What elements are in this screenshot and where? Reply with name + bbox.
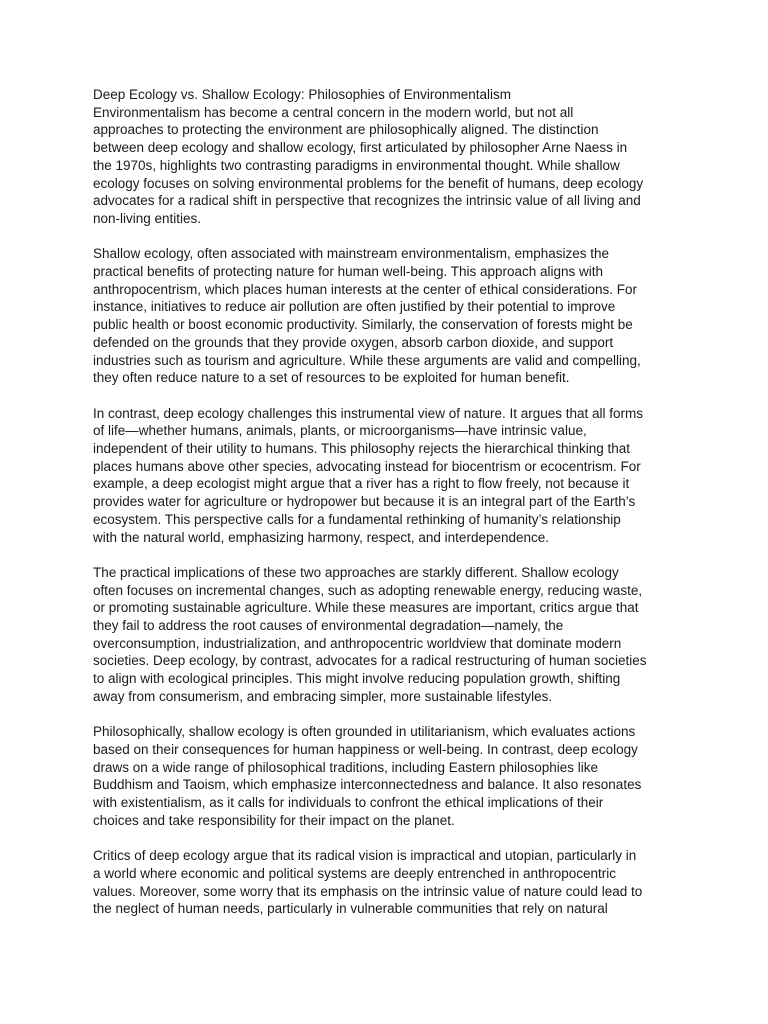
paragraph-intro: Environmentalism has become a central concern in the modern world, but not all approaches to protecting the environment are philosophically aligned. The distinction between deep ecology and shallow ecology, first articulated by philosopher Arne Naess in the 1970s, highlights two contrasting paradigms in environmental thought. While shallow ecology focuses on solving environmental problems for the benefit of humans, deep ecology advocates for a radical shift in perspective that recognizes the intrinsic value of all living and non-living entities. bbox=[93, 104, 644, 226]
paragraph-philosophical-grounding: Philosophically, shallow ecology is often grounded in utilitarianism, which evaluates actions based on their consequences for human happiness or well-being. In contrast, deep ecology draws on a wide range of philosophical traditions, including Eastern philosophies like Buddhism and Taoism, which emphasize interconnectedness and balance. It also resonates with existentialism, as it calls for individuals to confront the ethical implications of their choices and take responsibility for their impact on the planet. bbox=[93, 724, 642, 828]
paragraph-practical-implications: The practical implications of these two approaches are starkly different. Shallow ecology often focuses on incremental changes, such as adopting renewable energy, reducing waste, or promoting sustainable agriculture. While these measures are important, critics argue that they fail to address the root causes of environmental degradation—namely, the overconsumption, industrialization, and anthropocentric worldview that dominate modern societies. Deep ecology, by contrast, advocates for a radical restructuring of human societies to align with ecological principles. This might involve reducing population growth, shifting away from consumerism, and embracing simpler, more sustainable lifestyles. bbox=[93, 564, 647, 704]
paragraph-shallow-ecology: Shallow ecology, often associated with mainstream environmentalism, emphasizes the practical benefits of protecting nature for human well-being. This approach aligns with anthropocentrism, which places human interests at the center of ethical considerations. For instance, initiatives to reduce air pollution are often justified by their potential to improve public health or boost economic productivity. Similarly, the conservation of forests might be defended on the grounds that they provide oxygen, absorb carbon dioxide, and support industries such as tourism and agriculture. While these arguments are valid and compelling, they often reduce nature to a set of resources to be exploited for human benefit. bbox=[93, 246, 641, 386]
document-title: Deep Ecology vs. Shallow Ecology: Philosophies of Environmentalism bbox=[93, 87, 511, 102]
paragraph-critics: Critics of deep ecology argue that its radical vision is impractical and utopian, particularly in a world where economic and political systems are deeply entrenched in anthropocentric values. Moreover, some worry that its emphasis on the intrinsic value of nature could lead to the neglect of human needs, particularly in vulnerable communities that rely on natural bbox=[93, 848, 643, 917]
paragraph-deep-ecology: In contrast, deep ecology challenges this instrumental view of nature. It argues that all forms of life—whether humans, animals, plants, or microorganisms—have intrinsic value, independent of their utility to humans. This philosophy rejects the hierarchical thinking that places humans above other species, advocating instead for biocentrism or ecocentrism. For example, a deep ecologist might argue that a river has a right to flow freely, not because it provides water for agriculture or hydropower but because it is an integral part of the Earth’s ecosystem. This perspective calls for a fundamental rethinking of humanity’s relationship with the natural world, emphasizing harmony, respect, and interdependence. bbox=[93, 405, 644, 545]
document-page bbox=[93, 86, 678, 936]
